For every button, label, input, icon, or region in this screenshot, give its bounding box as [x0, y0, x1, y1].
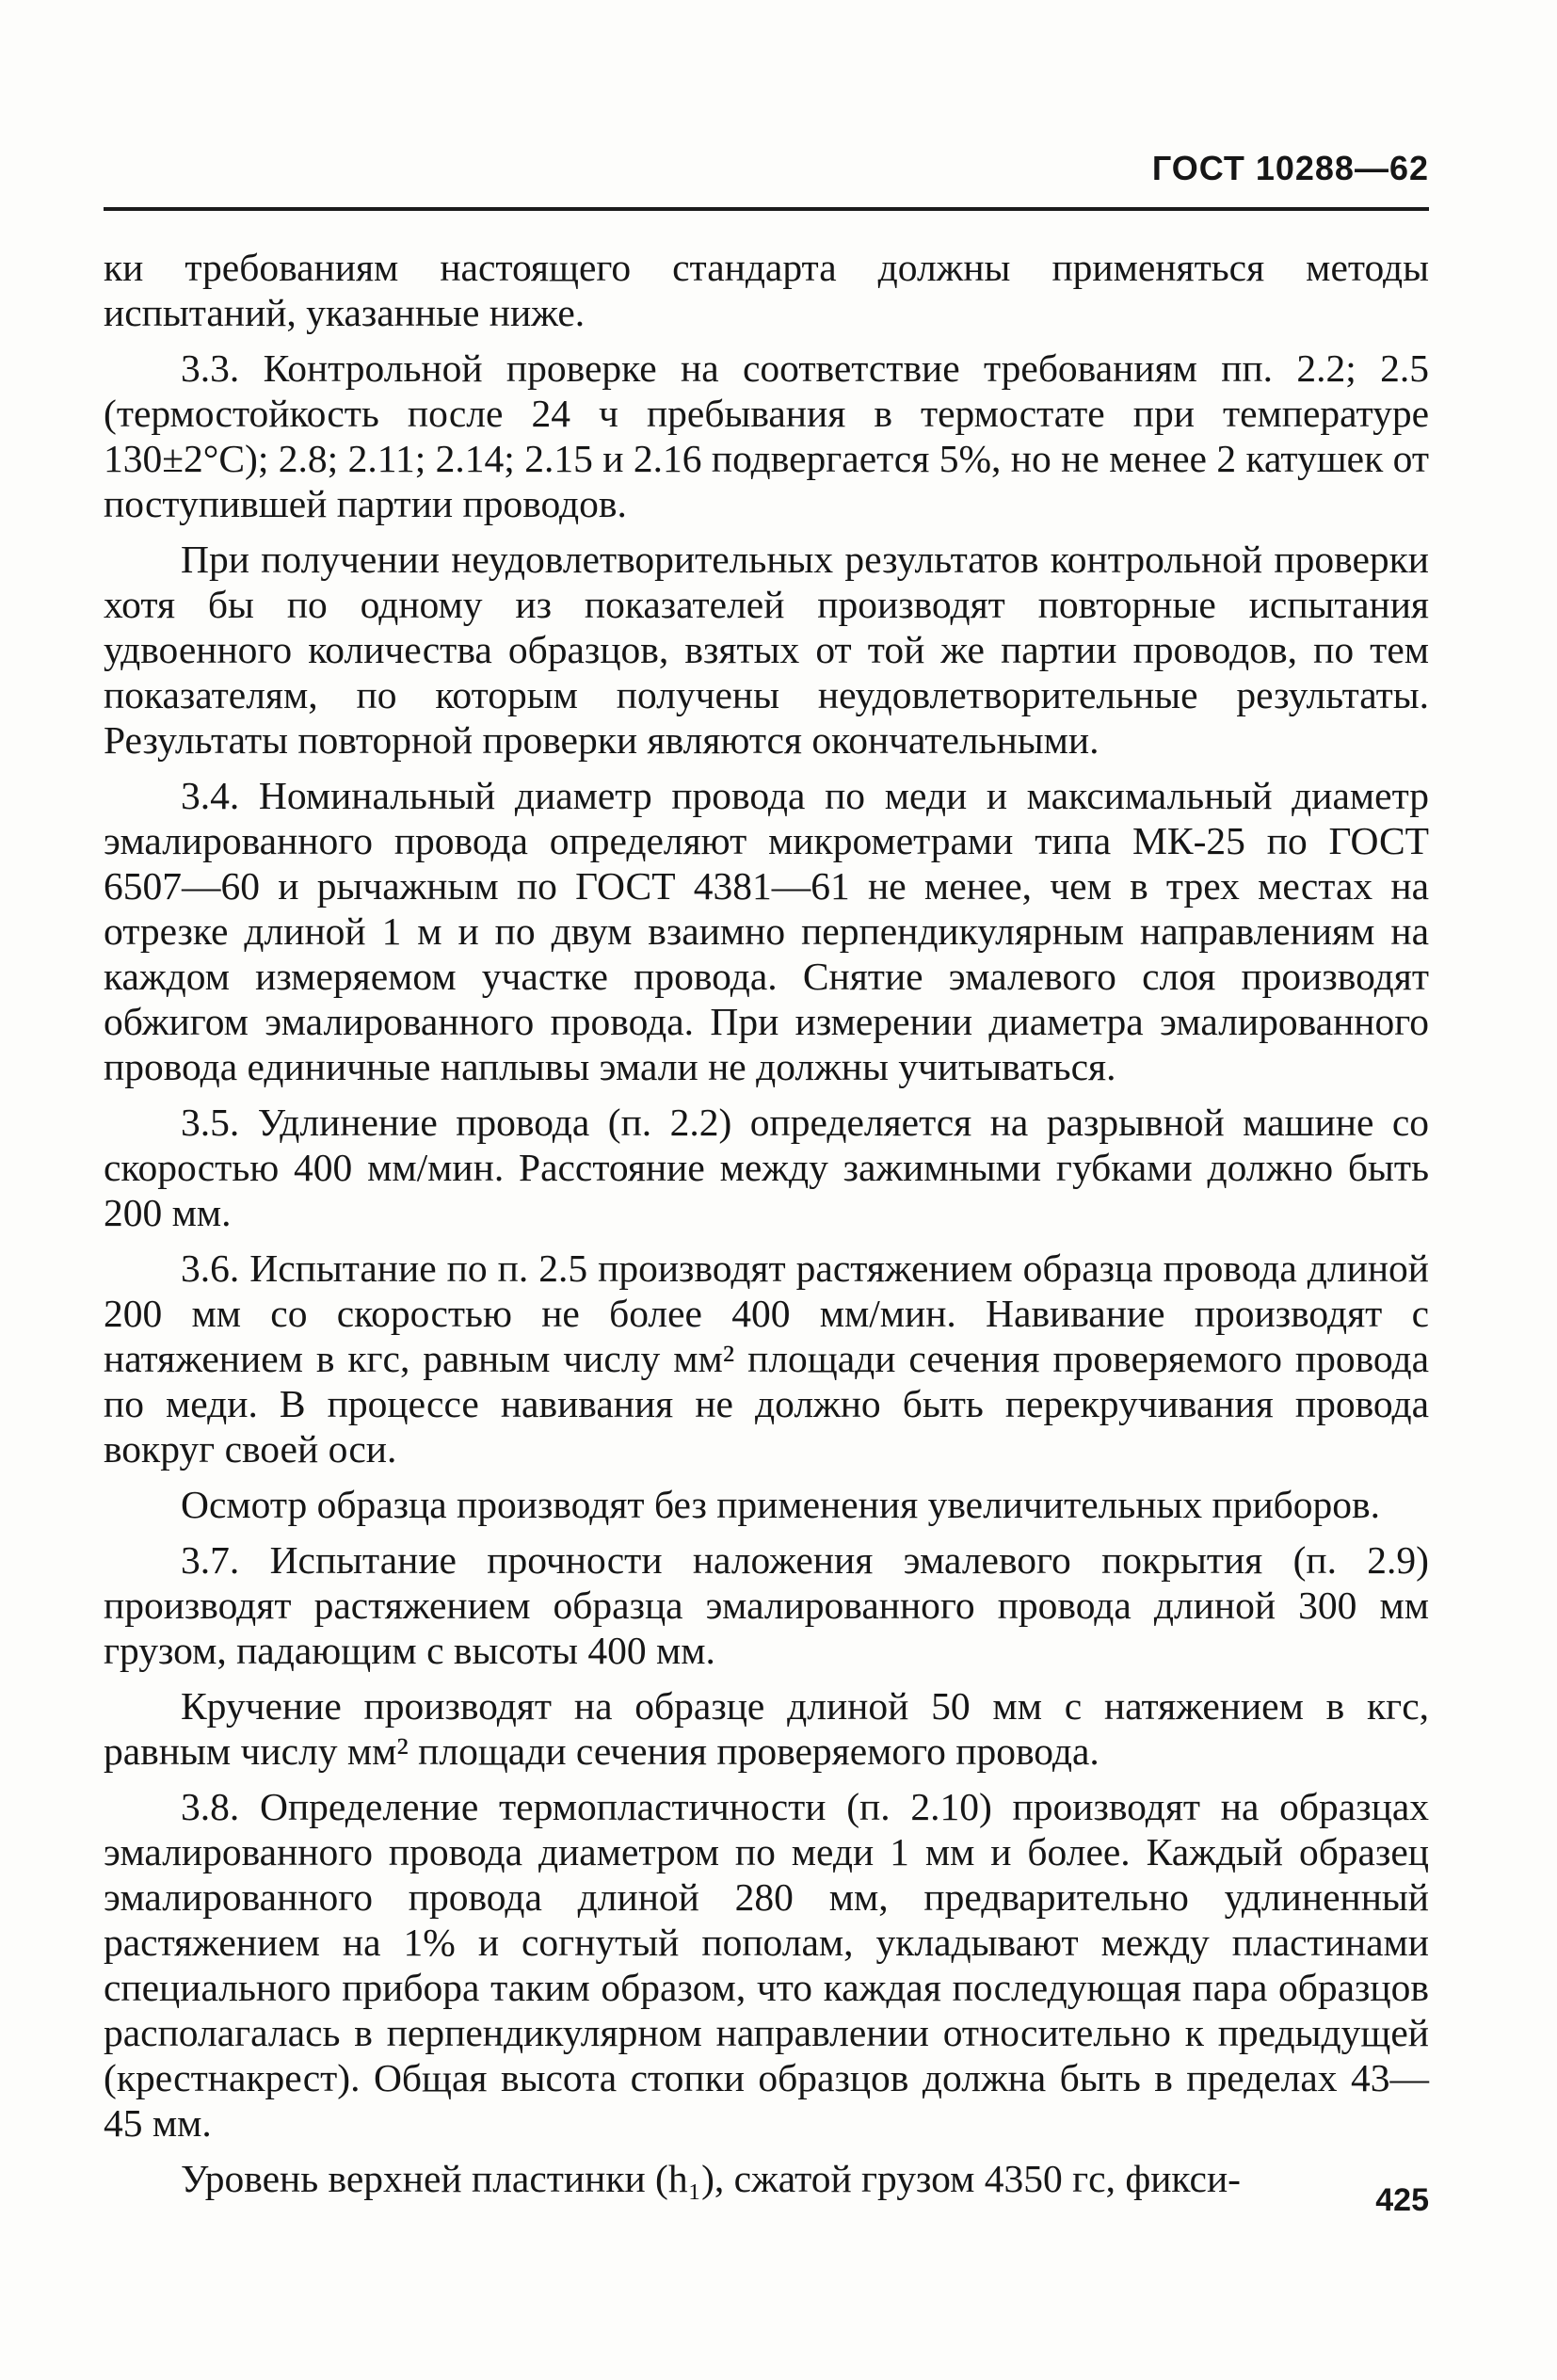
paragraph-3-7: 3.7. Испытание прочности наложения эмалевого покрытия (п. 2.9) производят растяжением образца эмалированного провода длиной 300 мм грузом, падающим с высоты 400 мм.	[104, 1538, 1429, 1672]
paragraph-plate-level: Уровень верхней пластинки (h₁), сжатой грузом 4350 гс, фикси-	[181, 2157, 1241, 2200]
paragraph-3-8: 3.8. Определение термопластичности (п. 2.10) производят на образцах эмалированного провода диаметром по меди 1 мм и более. Каждый образец эмалированного провода длиной 280 мм, предварительно удлиненный растяжением на 1% и согнутый пополам, укладывают между пластинами специального прибора таким образом, что каждая последующая пара образцов располагалась в перпендикулярном направлении относительно к предыдущей (крестнакрест). Общая высота стопки образцов должна быть в пределах 43—45 мм.	[104, 1785, 1429, 2145]
paragraph-3-6: 3.6. Испытание по п. 2.5 производят растяжением образца провода длиной 200 мм со скоростью не более 400 мм/мин. Навивание производят с натяжением в кгс, равным числу мм² площади сечения проверяемого провода по меди. В процессе навивания не должно быть перекручивания провода вокруг своей оси.	[104, 1246, 1429, 1471]
paragraph-continuation: ки требованиям настоящего стандарта должны применяться методы испытаний, указанные ниже.	[104, 246, 1429, 334]
gost-header: ГОСТ 10288—62	[1151, 149, 1429, 187]
paragraph-torsion: Кручение производят на образце длиной 50 мм с натяжением в кгс, равным числу мм² площади сечения проверяемого провода.	[104, 1684, 1429, 1773]
paragraph-3-4: 3.4. Номинальный диаметр провода по меди и максимальный диаметр эмалированного провода определяют микрометрами типа МК-25 по ГОСТ 6507—60 и рычажным по ГОСТ 4381—61 не менее, чем в трех местах на отрезке длиной 1 м и по двум взаимно перпендикулярным направлениям на каждом измеряемом участке провода. Снятие эмалевого слоя производят обжигом эмалированного провода. При измерении диаметра эмалированного провода единичные наплывы эмали не должны учитываться.	[104, 774, 1429, 1088]
paragraph-retest: При получении неудовлетворительных результатов контрольной проверки хотя бы по одному из показателей производят повторные испытания удвоенного количества образцов, взятых от той же партии проводов, по тем показателям, по которым получены неудовлетворительные результаты. Результаты повторной проверки являются окончательными.	[104, 538, 1429, 762]
header-rule	[104, 207, 1429, 211]
document-body	[104, 245, 1429, 2211]
page-number: 425	[1375, 2182, 1429, 2218]
paragraph-inspection: Осмотр образца производят без применения увеличительных приборов.	[181, 1483, 1380, 1526]
document-page	[104, 0, 1429, 2380]
paragraph-3-5: 3.5. Удлинение провода (п. 2.2) определяется на разрывной машине со скоростью 400 мм/мин. Расстояние между зажимными губками должно быть 200 мм.	[104, 1101, 1429, 1234]
paragraph-3-3: 3.3. Контрольной проверке на соответствие требованиям пп. 2.2; 2.5 (термостойкость после 24 ч пребывания в термостате при температуре 130±2°С); 2.8; 2.11; 2.14; 2.15 и 2.16 подвергается 5%, но не менее 2 катушек от поступившей партии проводов.	[104, 346, 1429, 525]
